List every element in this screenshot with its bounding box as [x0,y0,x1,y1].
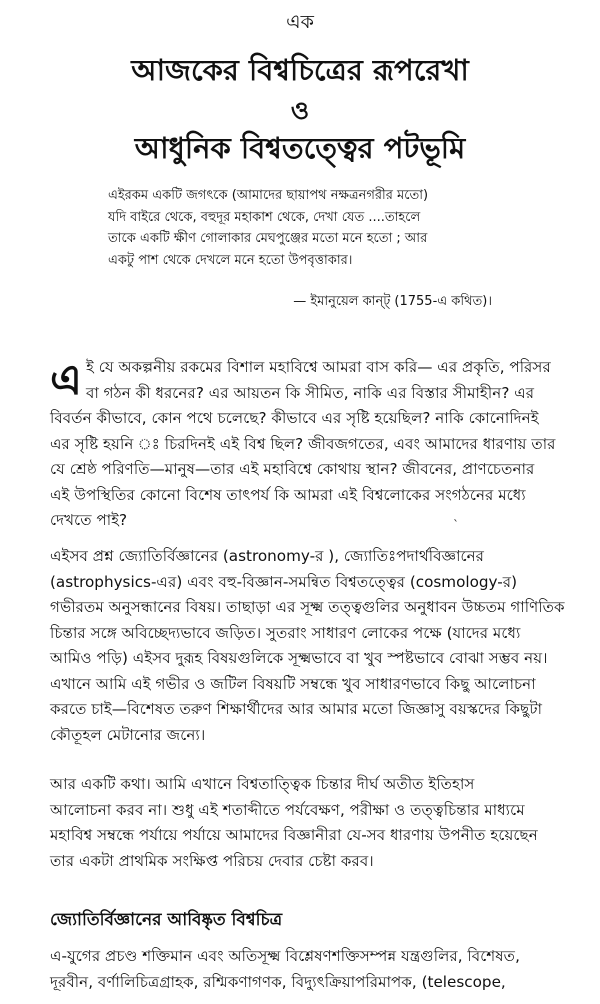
paragraph-line: চিন্তার সঙ্গে অবিচ্ছেদ্যভাবে জড়িত। সুতরাং সাধারণ লোকের পক্ষে (যাদের মধ্যে [50,623,521,642]
paragraph-line: বিবর্তন কীভাবে, কোন পথে চলেছে? কীভাবে এর সৃষ্টি হয়েছিল? নাকি কোনোদিনই [50,409,539,427]
epigraph-line: তাকে একটি ক্ষীণ গোলাকার মেঘপুঞ্জের মতো মনে হতো ; আর [108,231,428,246]
paragraph-3 [50,772,570,874]
epigraph-line: যদি বাইরে থেকে, বহুদূর মহাকাশ থেকে, দেখা যেত ....তাহলে [108,209,421,225]
paragraph-1 [50,355,570,534]
paragraph-line: দূরবীন, বর্ণালিচিত্রগ্রাহক, রশ্মিকণাগণক, বিদ্যুৎক্রিয়াপরিমাপক, (telescope, [50,972,506,991]
paragraph-line: গভীরতম অনুসন্ধানের বিষয়। তাছাড়া এর সূক্ষ্ম তত্ত্বগুলির অনুধাবন উচ্চতম গাণিতিক [50,598,565,616]
paragraph-line: (astrophysics-এর) এবং বহু-বিজ্ঞান-সমন্বিত বিশ্বতত্ত্বের (cosmology-র) [50,572,518,591]
paragraph-2 [50,544,570,748]
paragraph-line: এই উপস্থিতির কোনো বিশেষ তাৎপর্য কি আমরা এই বিশ্বলোকের সংগঠনের মধ্যে [50,485,526,504]
epigraph-line: একটু পাশ থেকে দেখলে মনে হতো উপবৃত্তাকার। [108,252,353,268]
paragraph-line: এইসব প্রশ্ন জ্যোতির্বিজ্ঞানের (astronomy-র ), জ্যোতিঃপদার্থবিজ্ঞানের [50,547,485,565]
paragraph-line: যে শ্রেষ্ঠ পরিণতি—মানুষ—তার এই মহাবিশ্বে কোথায় স্থান? জীবনের, প্রাণচেতনার [50,460,535,478]
epigraph-attribution: — ইমানুয়েল কান্ট্ (1755-এ কথিত)। [293,294,492,309]
paragraph-line: এ-যুগের প্রচণ্ড শক্তিমান এবং অতিসূক্ষ্ম বিশ্লেষণশক্তিসম্পন্ন যন্ত্রগুলির, বিশেষত, [50,947,520,965]
epigraph-line: এইরকম একটি জগৎকে (আমাদের ছায়াপথ নক্ষত্রনগরীর মতো) [108,188,429,203]
paragraph-line: ই যে অকল্পনীয় রকমের বিশাল মহাবিশ্বে আমরা বাস করি— এর প্রকৃতি, পরিসর [86,358,551,376]
paragraph-line: তার একটা প্রাথমিক সংক্ষিপ্ত পরিচয় দেবার চেষ্টা করব। [50,851,374,870]
section-heading: জ্যোতির্বিজ্ঞানের আবিষ্কৃত বিশ্বচিত্র [50,910,283,930]
chapter-title-line-2: আধুনিক বিশ্বতত্ত্বের পটভূমি [134,131,466,165]
paragraph-line: মহাবিশ্ব সম্বন্ধে পর্যায়ে পর্যায়ে আমাদের বিজ্ঞানীরা যে-সব ধারণায় উপনীত হয়েছেন [50,826,538,844]
paragraph-line: দেখতে পাই? [50,511,128,529]
paragraph-line: কৌতূহল মেটানোর জন্যে। [50,725,206,744]
paragraph-line: আর একটি কথা। আমি এখানে বিশ্বতাত্ত্বিক চিন্তার দীর্ঘ অতীত ইতিহাস [50,775,475,793]
chapter-number: এক [286,11,314,33]
paragraph-line: এখানে আমি এই গভীর ও জটিল বিষয়টি সম্বন্ধে খুব সাধারণভাবে কিছু আলোচনা [50,674,536,693]
paragraph-line: আমিও পড়ি) এইসব দুরূহ বিষয়গুলিকে সূক্ষ্মভাবে বা খুব স্পষ্টভাবে বোঝা সম্ভব নয়। [50,649,548,667]
paragraph-line: বা গঠন কী ধরনের? এর আয়তন কি সীমিত, নাকি এর বিস্তার সীমাহীন? এর [86,383,535,402]
paragraph-line: এর সৃষ্টি হয়নি ঃ চিরদিনই এই বিশ্ব ছিল? জীবজগতের, এবং আমাদের ধারণায় তার [50,434,556,453]
drop-cap: এ [50,355,82,404]
chapter-title-line-1: আজকের বিশ্বচিত্রের রূপরেখা [131,53,469,87]
stray-print-mark: ` [453,518,459,532]
chapter-title-conjunction: ও [290,96,310,125]
paragraph-line: আলোচনা করব না। শুধু এই শতাব্দীতে পর্যবেক্ষণ, পরীক্ষা ও তত্ত্বচিন্তার মাধ্যমে [50,800,525,819]
paragraph-line: করতে চাই—বিশেষত তরুণ শিক্ষার্থীদের আর আমার মতো জিজ্ঞাসু বয়স্কদের কিছুটা [50,700,543,718]
epigraph [108,185,498,271]
paragraph-4 [50,944,570,995]
